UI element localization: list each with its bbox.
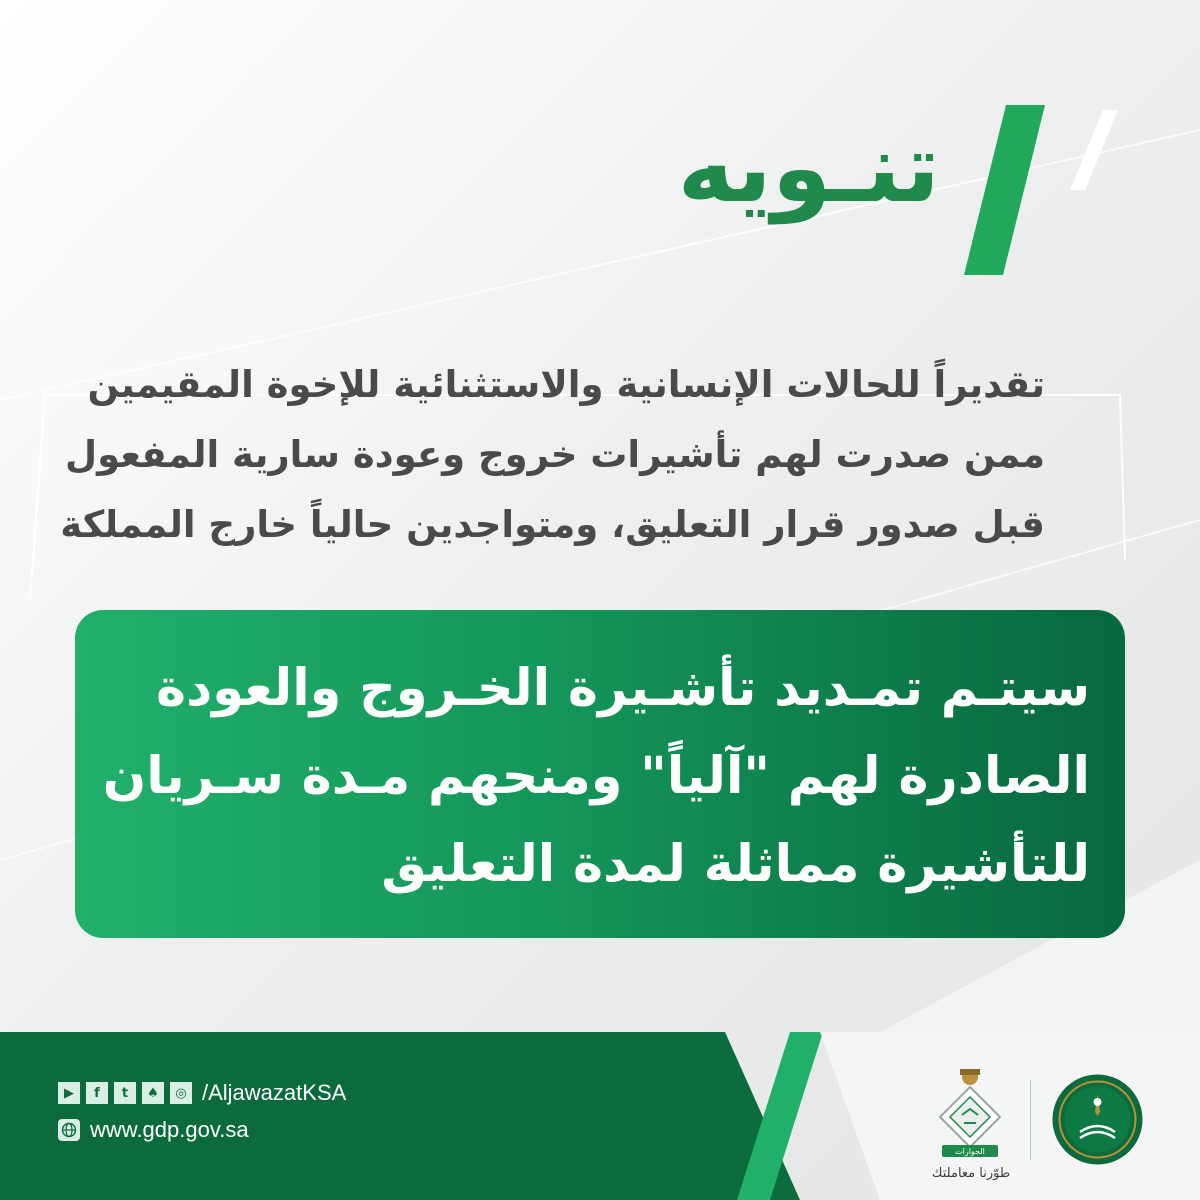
announcement-line: للتأشيرة مماثلة لمدة التعليق <box>381 835 1090 894</box>
announcement-line: الصادرة لهم "آلياً" ومنحهم مـدة سـريان <box>102 747 1090 806</box>
social-row <box>58 1080 346 1106</box>
ministry-emblem <box>1050 1072 1145 1167</box>
intro-paragraph <box>60 350 1045 560</box>
announcement-line: سيتـم تمـديد تأشـيرة الخـروج والعودة <box>156 659 1090 718</box>
intro-line: قبل صدور قرار التعليق، ومتواجدين حالياً خارج المملكة <box>60 503 1045 546</box>
instagram-icon[interactable]: ◎ <box>170 1082 192 1104</box>
youtube-icon[interactable]: ▶ <box>58 1082 80 1104</box>
jawazat-logo-caption: طوّرنا معاملتك <box>931 1166 1011 1181</box>
title-slash-green <box>964 105 1045 275</box>
intro-line: تقديراً للحالات الإنسانية والاستثنائية للإخوة المقيمين <box>87 363 1045 406</box>
facebook-icon[interactable]: f <box>86 1082 108 1104</box>
page-title: تنـويه <box>677 112 940 224</box>
snapchat-icon[interactable]: ♠ <box>142 1082 164 1104</box>
logo-divider <box>1030 1080 1031 1160</box>
jawazat-logo-text: الجوازات <box>955 1147 985 1156</box>
jawazat-logo <box>930 1065 1010 1175</box>
twitter-icon[interactable]: t <box>114 1082 136 1104</box>
intro-line: ممن صدرت لهم تأشيرات خروج وعودة سارية المفعول <box>64 433 1045 476</box>
footer-band <box>0 1032 1200 1200</box>
announcement-text <box>102 645 1090 909</box>
social-handle[interactable]: /AljawazatKSA <box>202 1080 347 1105</box>
globe-icon <box>58 1119 80 1141</box>
website-link[interactable]: www.gdp.gov.sa <box>90 1117 249 1142</box>
website-row <box>58 1117 249 1143</box>
